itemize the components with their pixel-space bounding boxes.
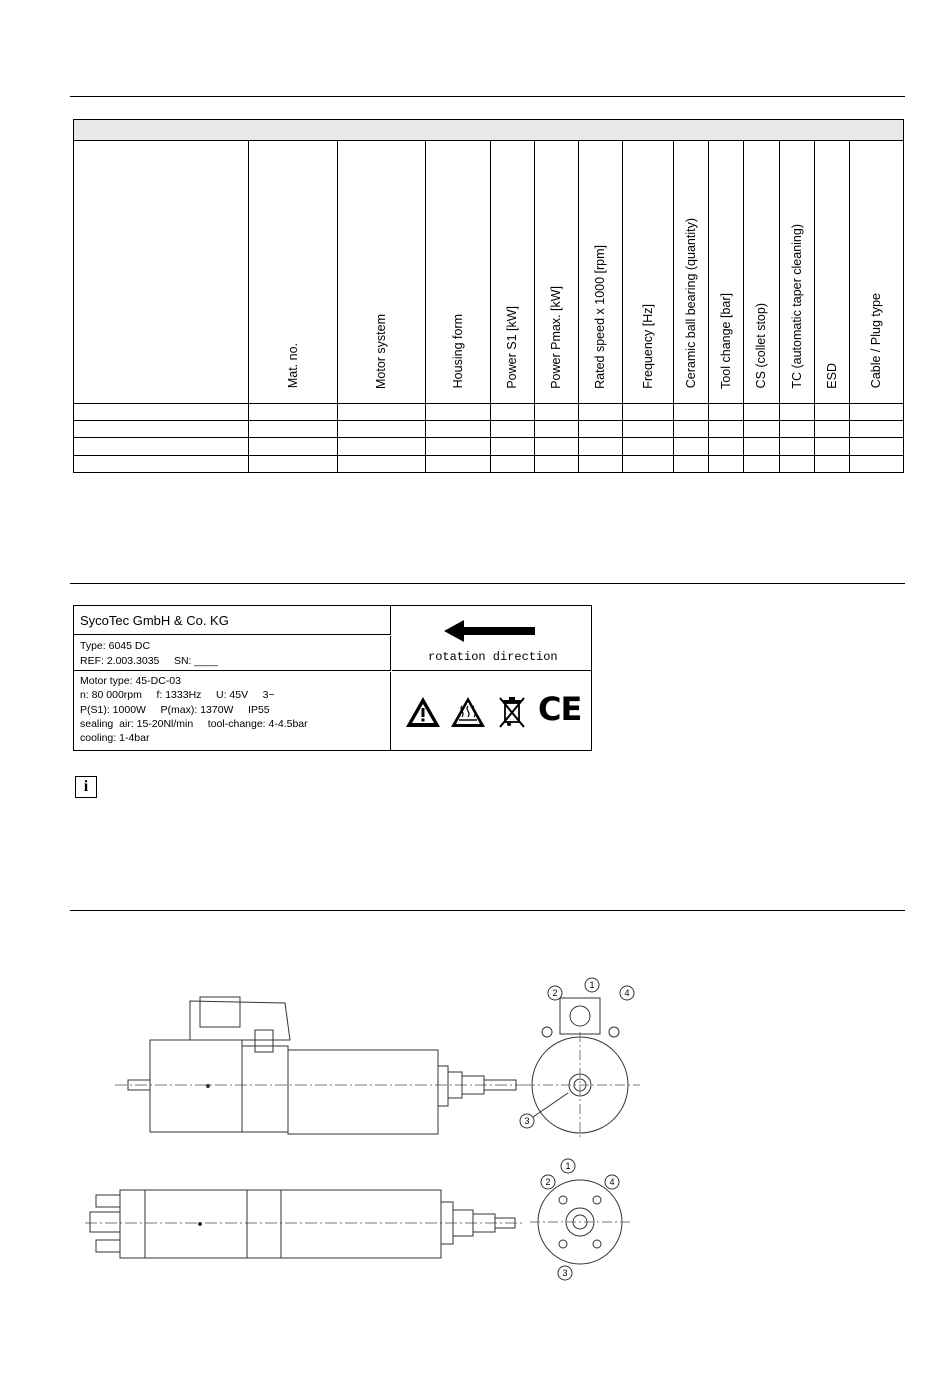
callout-label: 2 [545,1177,551,1187]
header-frequency: Frequency [Hz] [623,141,674,403]
info-icon: i [75,776,97,798]
header-collet-stop: CS (collet stop) [744,141,780,403]
company-name: SycoTec GmbH & Co. KG [80,613,229,628]
table-header-row [74,141,904,403]
rotation-arrow-icon [444,620,536,642]
nameplate-type-cell [74,636,391,671]
callout-label: 1 [589,980,595,990]
callout-label: 2 [552,988,558,998]
nameplate-company-cell [74,606,391,635]
table-row [74,438,904,455]
weee-crossed-bin-icon [498,694,526,730]
rotation-direction-label: rotation direction [428,650,558,664]
type-line: Type: 6045 DC [80,640,151,652]
section-rule-2 [70,583,905,584]
header-cable-plug: Cable / Plug type [850,141,904,403]
speed-line: n: 80 000rpm f: 1333Hz U: 45V 3~ [80,689,275,701]
power-line: P(S1): 1000W P(max): 1370W IP55 [80,704,270,716]
header-taper-cleaning: TC (automatic taper cleaning) [780,141,815,403]
spindle-side-view-upper [115,997,525,1134]
header-power-s1: Power S1 [kW] [491,141,535,403]
table-title-row [74,120,904,141]
header-power-pmax: Power Pmax. [kW] [535,141,579,403]
sealing-line: sealing air: 15-20Nl/min tool-change: 4-4.5bar [80,718,308,730]
table-row [74,403,904,420]
header-mat-no: Mat. no. [249,141,338,403]
nameplate [73,605,592,751]
table-row [74,420,904,437]
table-row [74,455,904,472]
header-motor-system: Motor system [338,141,426,403]
callout-label: 3 [562,1268,568,1278]
header-tool-change: Tool change [bar] [709,141,744,403]
section-rule-1 [70,96,905,97]
hot-surface-icon [450,696,486,728]
nameplate-icons-cell [392,672,591,750]
cooling-line: cooling: 1-4bar [80,732,150,744]
nameplate-motor-cell [74,672,391,750]
header-blank [74,141,249,403]
callout-label: 3 [524,1116,530,1126]
ref-line: REF: 2.003.3035 SN: ____ [80,655,218,667]
section-rule-3 [70,910,905,911]
spindle-side-view-lower [85,1190,525,1258]
callout-label: 4 [609,1177,615,1187]
callout-label: 1 [565,1161,571,1171]
header-ceramic-bearing: Ceramic ball bearing (quantity) [674,141,709,403]
spindle-end-view-upper [520,978,640,1140]
warning-triangle-icon [405,696,441,728]
ce-mark-icon: CE [538,690,582,728]
spec-table [73,119,904,473]
technical-drawings [0,960,950,1300]
nameplate-rotation-cell [392,606,591,671]
motor-type-line: Motor type: 45-DC-03 [80,675,181,687]
callout-label: 4 [624,988,630,998]
header-esd: ESD [815,141,850,403]
header-rated-speed: Rated speed x 1000 [rpm] [579,141,623,403]
header-housing-form: Housing form [426,141,491,403]
